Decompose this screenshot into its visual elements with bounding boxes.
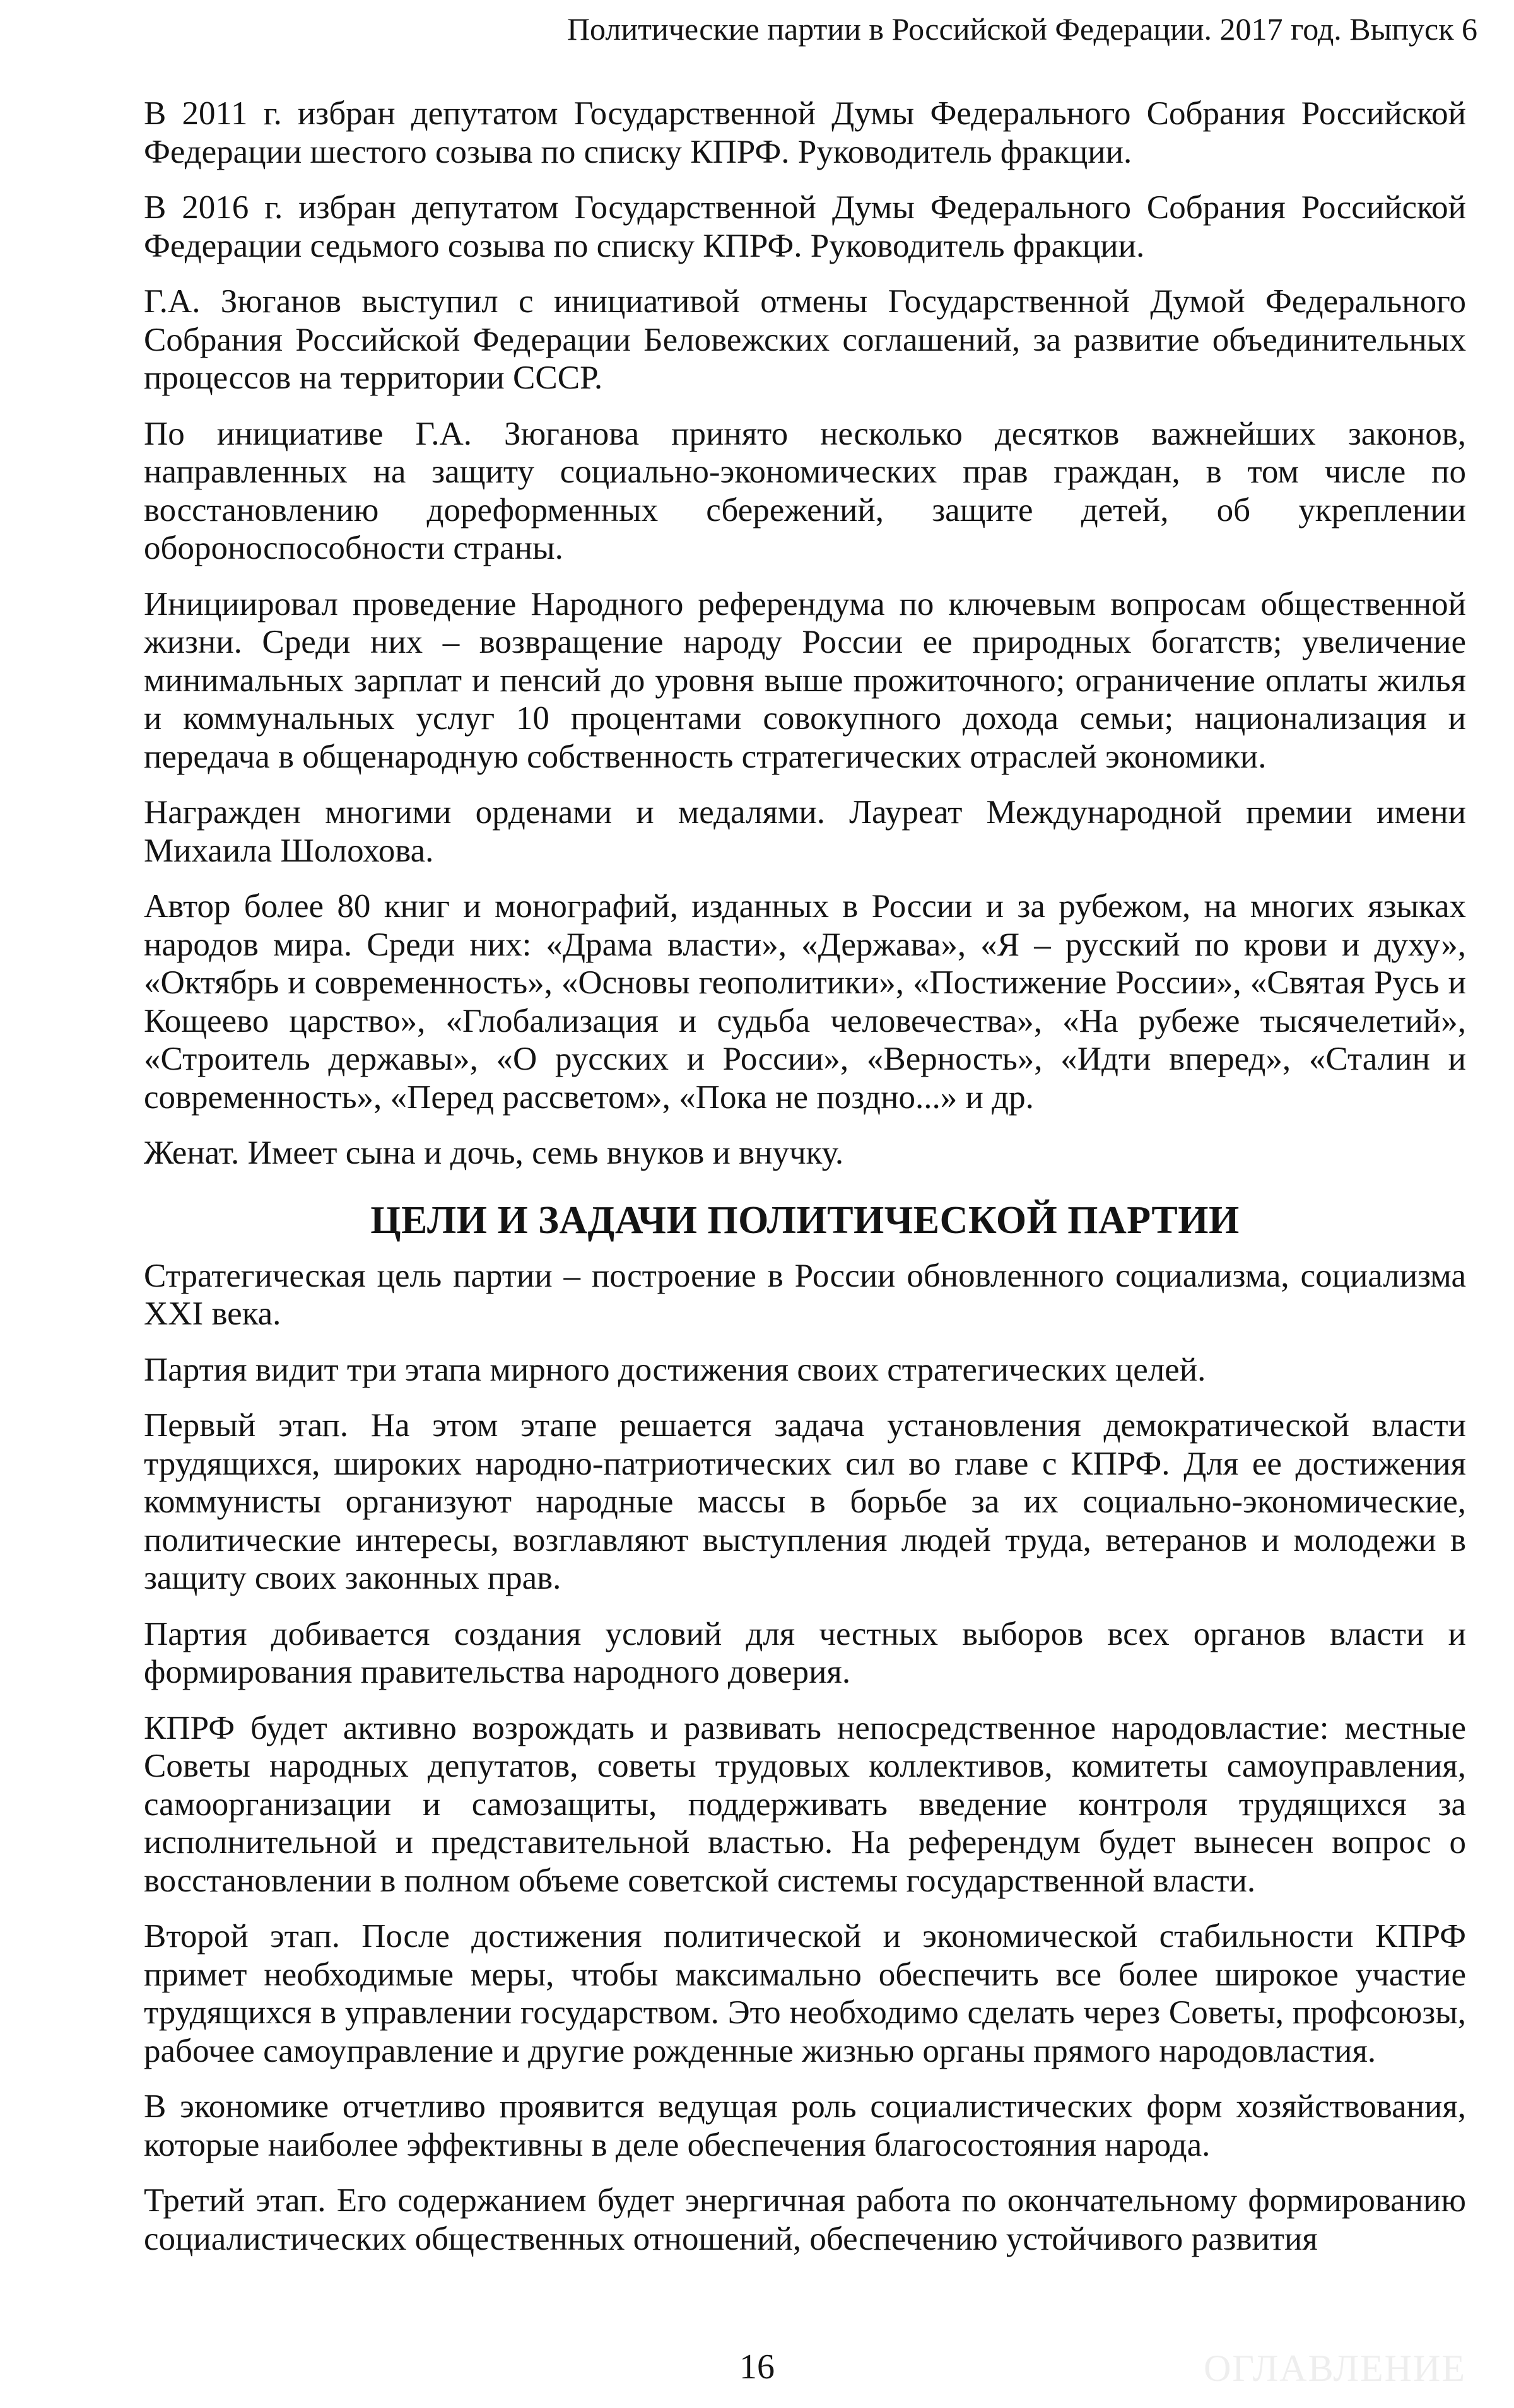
goals-paragraph: Второй этап. После достижения политической и экономической стабильности КПРФ примет необходимые меры, чтобы максимально обеспечить все более широкое участие трудящихся в управлении государством. Это необходимо сделать через Советы, профсоюзы, рабочее самоуправление и другие рожденные жизнью органы прямого народовластия.	[144, 1918, 1466, 2069]
bio-paragraph: В 2016 г. избран депутатом Государственной Думы Федерального Собрания Российской Федерации седьмого созыва по списку КПРФ. Руководитель фракции.	[144, 189, 1466, 264]
goals-paragraph: Стратегическая цель партии – построение в России обновленного социализма, социализма XXI века.	[144, 1257, 1466, 1332]
page-number: 16	[739, 2347, 775, 2387]
bio-paragraph: Награжден многими орденами и медалями. Лауреат Международной премии имени Михаила Шолохова.	[144, 794, 1466, 869]
section-heading: ЦЕЛИ И ЗАДАЧИ ПОЛИТИЧЕСКОЙ ПАРТИИ	[370, 1198, 1240, 1242]
bio-paragraph: Г.А. Зюганов выступил с инициативой отмены Государственной Думой Федерального Собрания Российской Федерации Беловежских соглашений, за развитие объединительных процессов на территории СССР.	[144, 283, 1466, 396]
running-header: Политические партии в Российской Федерации. 2017 год. Выпуск 6	[566, 11, 1477, 47]
bio-paragraph: В 2011 г. избран депутатом Государственной Думы Федерального Собрания Российской Федерации шестого созыва по списку КПРФ. Руководитель фракции.	[144, 95, 1466, 170]
page-body	[144, 95, 1466, 2276]
goals-paragraph: Партия добивается создания условий для честных выборов всех органов власти и формирования правительства народного доверия.	[144, 1615, 1466, 1690]
bio-paragraph: По инициативе Г.А. Зюганова принято несколько десятков важнейших законов, направленных на защиту социально-экономических прав граждан, в том числе по восстановлению дореформенных сбережений, защите детей, об укреплении обороноспособности страны.	[144, 415, 1466, 566]
goals-paragraph: КПРФ будет активно возрождать и развивать непосредственное народовластие: местные Советы народных депутатов, советы трудовых коллективов, комитеты самоуправления, самоорганизации и самозащиты, поддерживать введение контроля трудящихся за исполнительной и представительной властью. На референдум будет вынесен вопрос о восстановлении в полном объеме советской системы государственной власти.	[144, 1709, 1466, 1899]
goals-paragraph: Партия видит три этапа мирного достижения своих стратегических целей.	[144, 1351, 1206, 1388]
goals-paragraph: Первый этап. На этом этапе решается задача установления демократической власти трудящихся, широких народно-патриотических сил во главе с КПРФ. Для ее достижения коммунисты организуют народные массы в борьбе за их социально-экономические, политические интересы, возглавляют выступления людей труда, ветеранов и молодежи в защиту своих законных прав.	[144, 1407, 1466, 1596]
goals-paragraph: В экономике отчетливо проявится ведущая роль социалистических форм хозяйствования, которые наиболее эффективны в деле обеспечения благосостояния народа.	[144, 2088, 1466, 2163]
table-of-contents-link[interactable]: ОГЛАВЛЕНИЕ	[1204, 2347, 1466, 2389]
bio-paragraph: Женат. Имеет сына и дочь, семь внуков и внучку.	[144, 1135, 844, 1171]
bio-paragraph: Автор более 80 книг и монографий, изданных в России и за рубежом, на многих языках народов мира. Среди них: «Драма власти», «Держава», «Я – русский по крови и духу», «Октябрь и современность», «Основы геополитики», «Постижение России», «Святая Русь и Кощеево царство», «Глобализация и судьба человечества», «На рубеже тысячелетий», «Строитель державы», «О русских и России», «Верность», «Идти вперед», «Сталин и современность», «Перед рассветом», «Пока не поздно...» и др.	[144, 888, 1466, 1116]
bio-paragraph: Инициировал проведение Народного референдума по ключевым вопросам общественной жизни. Среди них – возвращение народу России ее природных богатств; увеличение минимальных зарплат и пенсий до уровня выше прожиточного; ограничение оплаты жилья и коммунальных услуг 10 процентами совокупного дохода семьи; национализация и передача в общенародную собственность стратегических отраслей экономики.	[144, 585, 1466, 775]
goals-paragraph: Третий этап. Его содержанием будет энергичная работа по окончательному формированию социалистических общественных отношений, обеспечению устойчивого развития	[144, 2182, 1466, 2257]
